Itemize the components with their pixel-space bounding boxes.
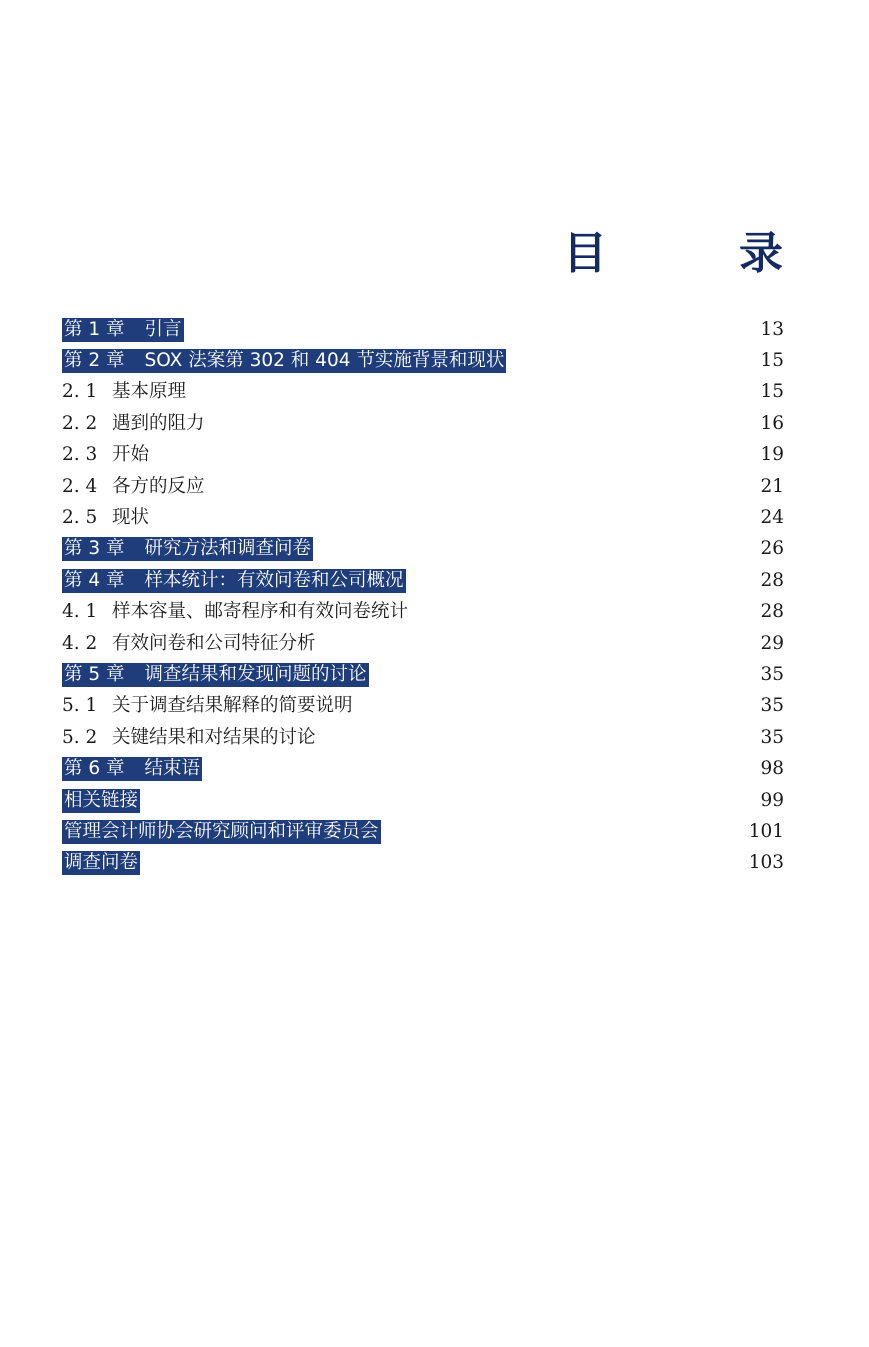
- toc-entry: [62, 757, 202, 781]
- toc-row[interactable]: [62, 565, 784, 596]
- toc-entry: [62, 851, 140, 875]
- entry-number: 5. 1: [62, 695, 98, 717]
- page-number: 101: [748, 820, 784, 842]
- page-number: 16: [760, 412, 784, 434]
- entry-title: 相关链接: [64, 789, 139, 811]
- entry-title: 基本原理: [112, 381, 187, 403]
- entry-number: 第 4 章: [64, 569, 125, 591]
- toc-entry: [62, 380, 186, 404]
- toc-entry: [62, 663, 369, 687]
- entry-title: 关键结果和对结果的讨论: [112, 726, 316, 748]
- entry-title: SOX 法案第 302 和 404 节实施背景和现状: [144, 350, 505, 372]
- page-number: 26: [760, 538, 784, 560]
- toc-row[interactable]: [62, 659, 784, 690]
- toc-entry: [62, 318, 184, 342]
- toc-row[interactable]: [62, 377, 784, 408]
- table-of-contents: [62, 314, 784, 879]
- entry-title: 调查结果和发现问题的讨论: [144, 663, 367, 685]
- entry-title: 有效问卷和公司特征分析: [112, 632, 316, 654]
- toc-entry: [62, 789, 140, 813]
- toc-entry: [62, 475, 205, 499]
- toc-entry: [62, 412, 205, 436]
- toc-row[interactable]: [62, 628, 784, 659]
- page-number: 15: [760, 350, 784, 372]
- entry-title: 遇到的阻力: [112, 412, 205, 434]
- toc-row[interactable]: [62, 440, 784, 471]
- entry-number: 第 3 章: [64, 538, 125, 560]
- toc-row[interactable]: [62, 848, 784, 879]
- entry-number: 2. 1: [62, 381, 98, 403]
- entry-number: 2. 5: [62, 507, 98, 529]
- toc-row[interactable]: [62, 345, 784, 376]
- page-number: 29: [760, 632, 784, 654]
- entry-title: 引言: [144, 318, 182, 340]
- page-number: 35: [760, 726, 784, 748]
- page-number: 24: [760, 507, 784, 529]
- toc-row[interactable]: [62, 691, 784, 722]
- page-title: 目 录: [563, 228, 827, 279]
- page-number: 98: [760, 758, 784, 780]
- toc-row[interactable]: [62, 471, 784, 502]
- toc-entry: [62, 600, 408, 624]
- toc-row[interactable]: [62, 785, 784, 816]
- toc-row[interactable]: [62, 502, 784, 533]
- page-number: 21: [760, 475, 784, 497]
- toc-entry: [62, 726, 316, 750]
- toc-entry: [62, 569, 406, 593]
- toc-entry: [62, 694, 353, 718]
- page-number: 15: [760, 381, 784, 403]
- entry-number: 4. 1: [62, 601, 98, 623]
- page-number: 19: [760, 444, 784, 466]
- page-number: 35: [760, 663, 784, 685]
- toc-row[interactable]: [62, 597, 784, 628]
- entry-title: 样本统计：有效问卷和公司概况: [144, 569, 404, 591]
- entry-title: 样本容量、邮寄程序和有效问卷统计: [112, 601, 409, 623]
- entry-title: 各方的反应: [112, 475, 205, 497]
- entry-number: 2. 2: [62, 412, 98, 434]
- entry-number: 第 2 章: [64, 350, 125, 372]
- page-number: 28: [760, 601, 784, 623]
- entry-title: 管理会计师协会研究顾问和评审委员会: [64, 820, 379, 842]
- toc-entry: [62, 443, 149, 467]
- toc-entry: [62, 632, 316, 656]
- page-number: 28: [760, 569, 784, 591]
- entry-title: 结束语: [144, 758, 201, 780]
- entry-title: 关于调查结果解释的简要说明: [112, 695, 353, 717]
- page-number: 99: [760, 789, 784, 811]
- toc-row[interactable]: [62, 534, 784, 565]
- entry-number: 第 5 章: [64, 663, 125, 685]
- toc-row[interactable]: [62, 753, 784, 784]
- entry-title: 开始: [112, 444, 150, 466]
- toc-row[interactable]: [62, 408, 784, 439]
- entry-number: 2. 3: [62, 444, 98, 466]
- entry-title: 现状: [112, 507, 150, 529]
- toc-row[interactable]: [62, 314, 784, 345]
- toc-entry: [62, 349, 506, 373]
- toc-entry: [62, 820, 381, 844]
- entry-title: 研究方法和调查问卷: [144, 538, 312, 560]
- entry-number: 4. 2: [62, 632, 98, 654]
- entry-title: 调查问卷: [64, 852, 139, 874]
- page-number: 13: [760, 318, 784, 340]
- entry-number: 第 1 章: [64, 318, 125, 340]
- entry-number: 2. 4: [62, 475, 98, 497]
- toc-entry: [62, 506, 149, 530]
- toc-row[interactable]: [62, 816, 784, 847]
- page-number: 103: [748, 852, 784, 874]
- entry-number: 第 6 章: [64, 758, 125, 780]
- page-number: 35: [760, 695, 784, 717]
- toc-row[interactable]: [62, 722, 784, 753]
- entry-number: 5. 2: [62, 726, 98, 748]
- toc-entry: [62, 537, 313, 561]
